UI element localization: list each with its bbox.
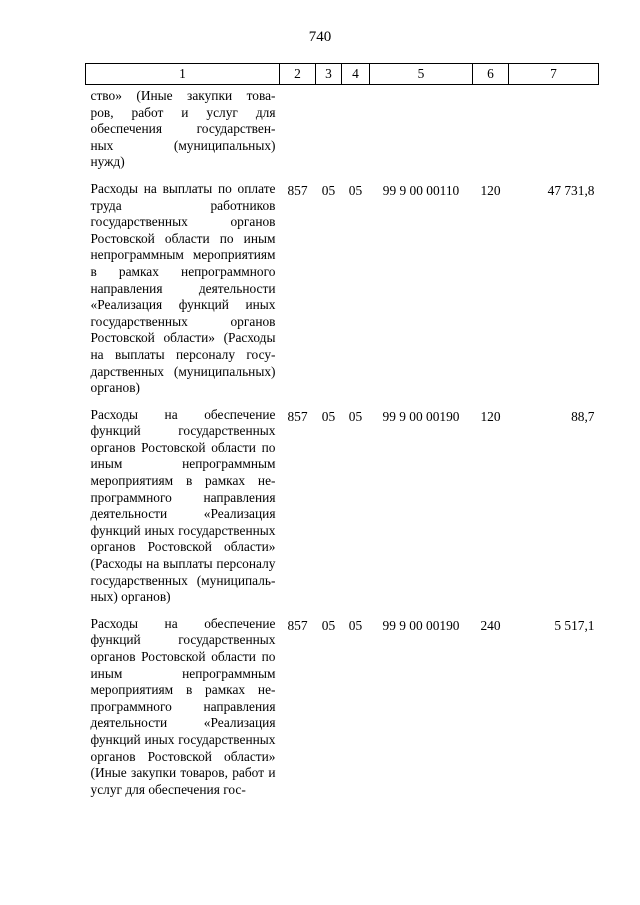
row-ved: 857 — [287, 617, 308, 633]
row-name — [86, 85, 280, 181]
row-amount — [509, 85, 599, 181]
table-header-row — [86, 64, 599, 85]
budget-table — [85, 63, 599, 808]
row-name-line: обеспечения государствен- — [90, 121, 276, 137]
row-amount: 47 731,8 — [547, 182, 595, 198]
row-pr: 05 — [348, 408, 363, 424]
row-rz — [316, 85, 342, 181]
header-col-2: 2 — [280, 64, 316, 85]
row-pr — [342, 85, 370, 181]
row-csr: 99 9 00 00190 — [382, 408, 460, 424]
row-csr: 99 9 00 00190 — [382, 617, 460, 633]
table-row — [86, 616, 599, 809]
header-col-4: 4 — [342, 64, 370, 85]
row-amount: 88,7 — [571, 408, 595, 424]
row-ved: 857 — [287, 408, 308, 424]
row-ved: 857 — [287, 182, 308, 198]
header-col-3: 3 — [316, 64, 342, 85]
row-pr: 05 — [348, 182, 363, 198]
row-name: Расходы на выплаты по оплате труда работников государственных органов Ростовской области по иным непрограммным мероприятиям в рамках непрограммного направления деятельности «Реализация функций иных государственных органов Ростовской области» (Расходы на выплаты персоналу государственных (муниципальных) органов) — [90, 180, 276, 396]
row-csr: 99 9 00 00110 — [382, 182, 460, 198]
header-col-6: 6 — [473, 64, 509, 85]
row-pr: 05 — [348, 617, 363, 633]
row-name: Расходы на обеспечение функций государственных органов Ростовской области по иным непрограммным мероприятиям в рамках непрограммного направления деятельности «Реализация функций иных государственных органов Ростовской области» (Иные закупки товаров, работ и услуг для обеспечения гос- — [90, 615, 276, 797]
row-vr: 120 — [480, 182, 501, 198]
row-csr — [370, 85, 473, 181]
row-amount: 5 517,1 — [554, 617, 595, 633]
row-ved — [280, 85, 316, 181]
row-name-line: ных (муниципальных) — [90, 137, 276, 153]
header-col-5: 5 — [370, 64, 473, 85]
row-rz: 05 — [321, 617, 336, 633]
header-col-1: 1 — [86, 64, 280, 85]
row-vr — [473, 85, 509, 181]
row-rz: 05 — [321, 408, 336, 424]
row-vr: 120 — [480, 408, 501, 424]
table-row — [86, 407, 599, 616]
row-rz: 05 — [321, 182, 336, 198]
row-name-line: ство» (Иные закупки това- — [90, 88, 276, 103]
page-number: 740 — [308, 29, 332, 45]
row-name-line: нужд) — [90, 154, 125, 170]
row-name: Расходы на обеспечение функций государственных органов Ростовской области по иным непрограммным мероприятиям в рамках непрограммного направления деятельности «Реализация функций иных государственных органов Ростовской области» (Расходы на выплаты персоналу государственных (муниципальных) органов) — [90, 406, 276, 605]
row-vr: 240 — [480, 617, 501, 633]
row-name-line: ров, работ и услуг для — [90, 104, 276, 120]
header-col-7: 7 — [509, 64, 599, 85]
table-row — [86, 85, 599, 181]
table-row — [86, 181, 599, 407]
